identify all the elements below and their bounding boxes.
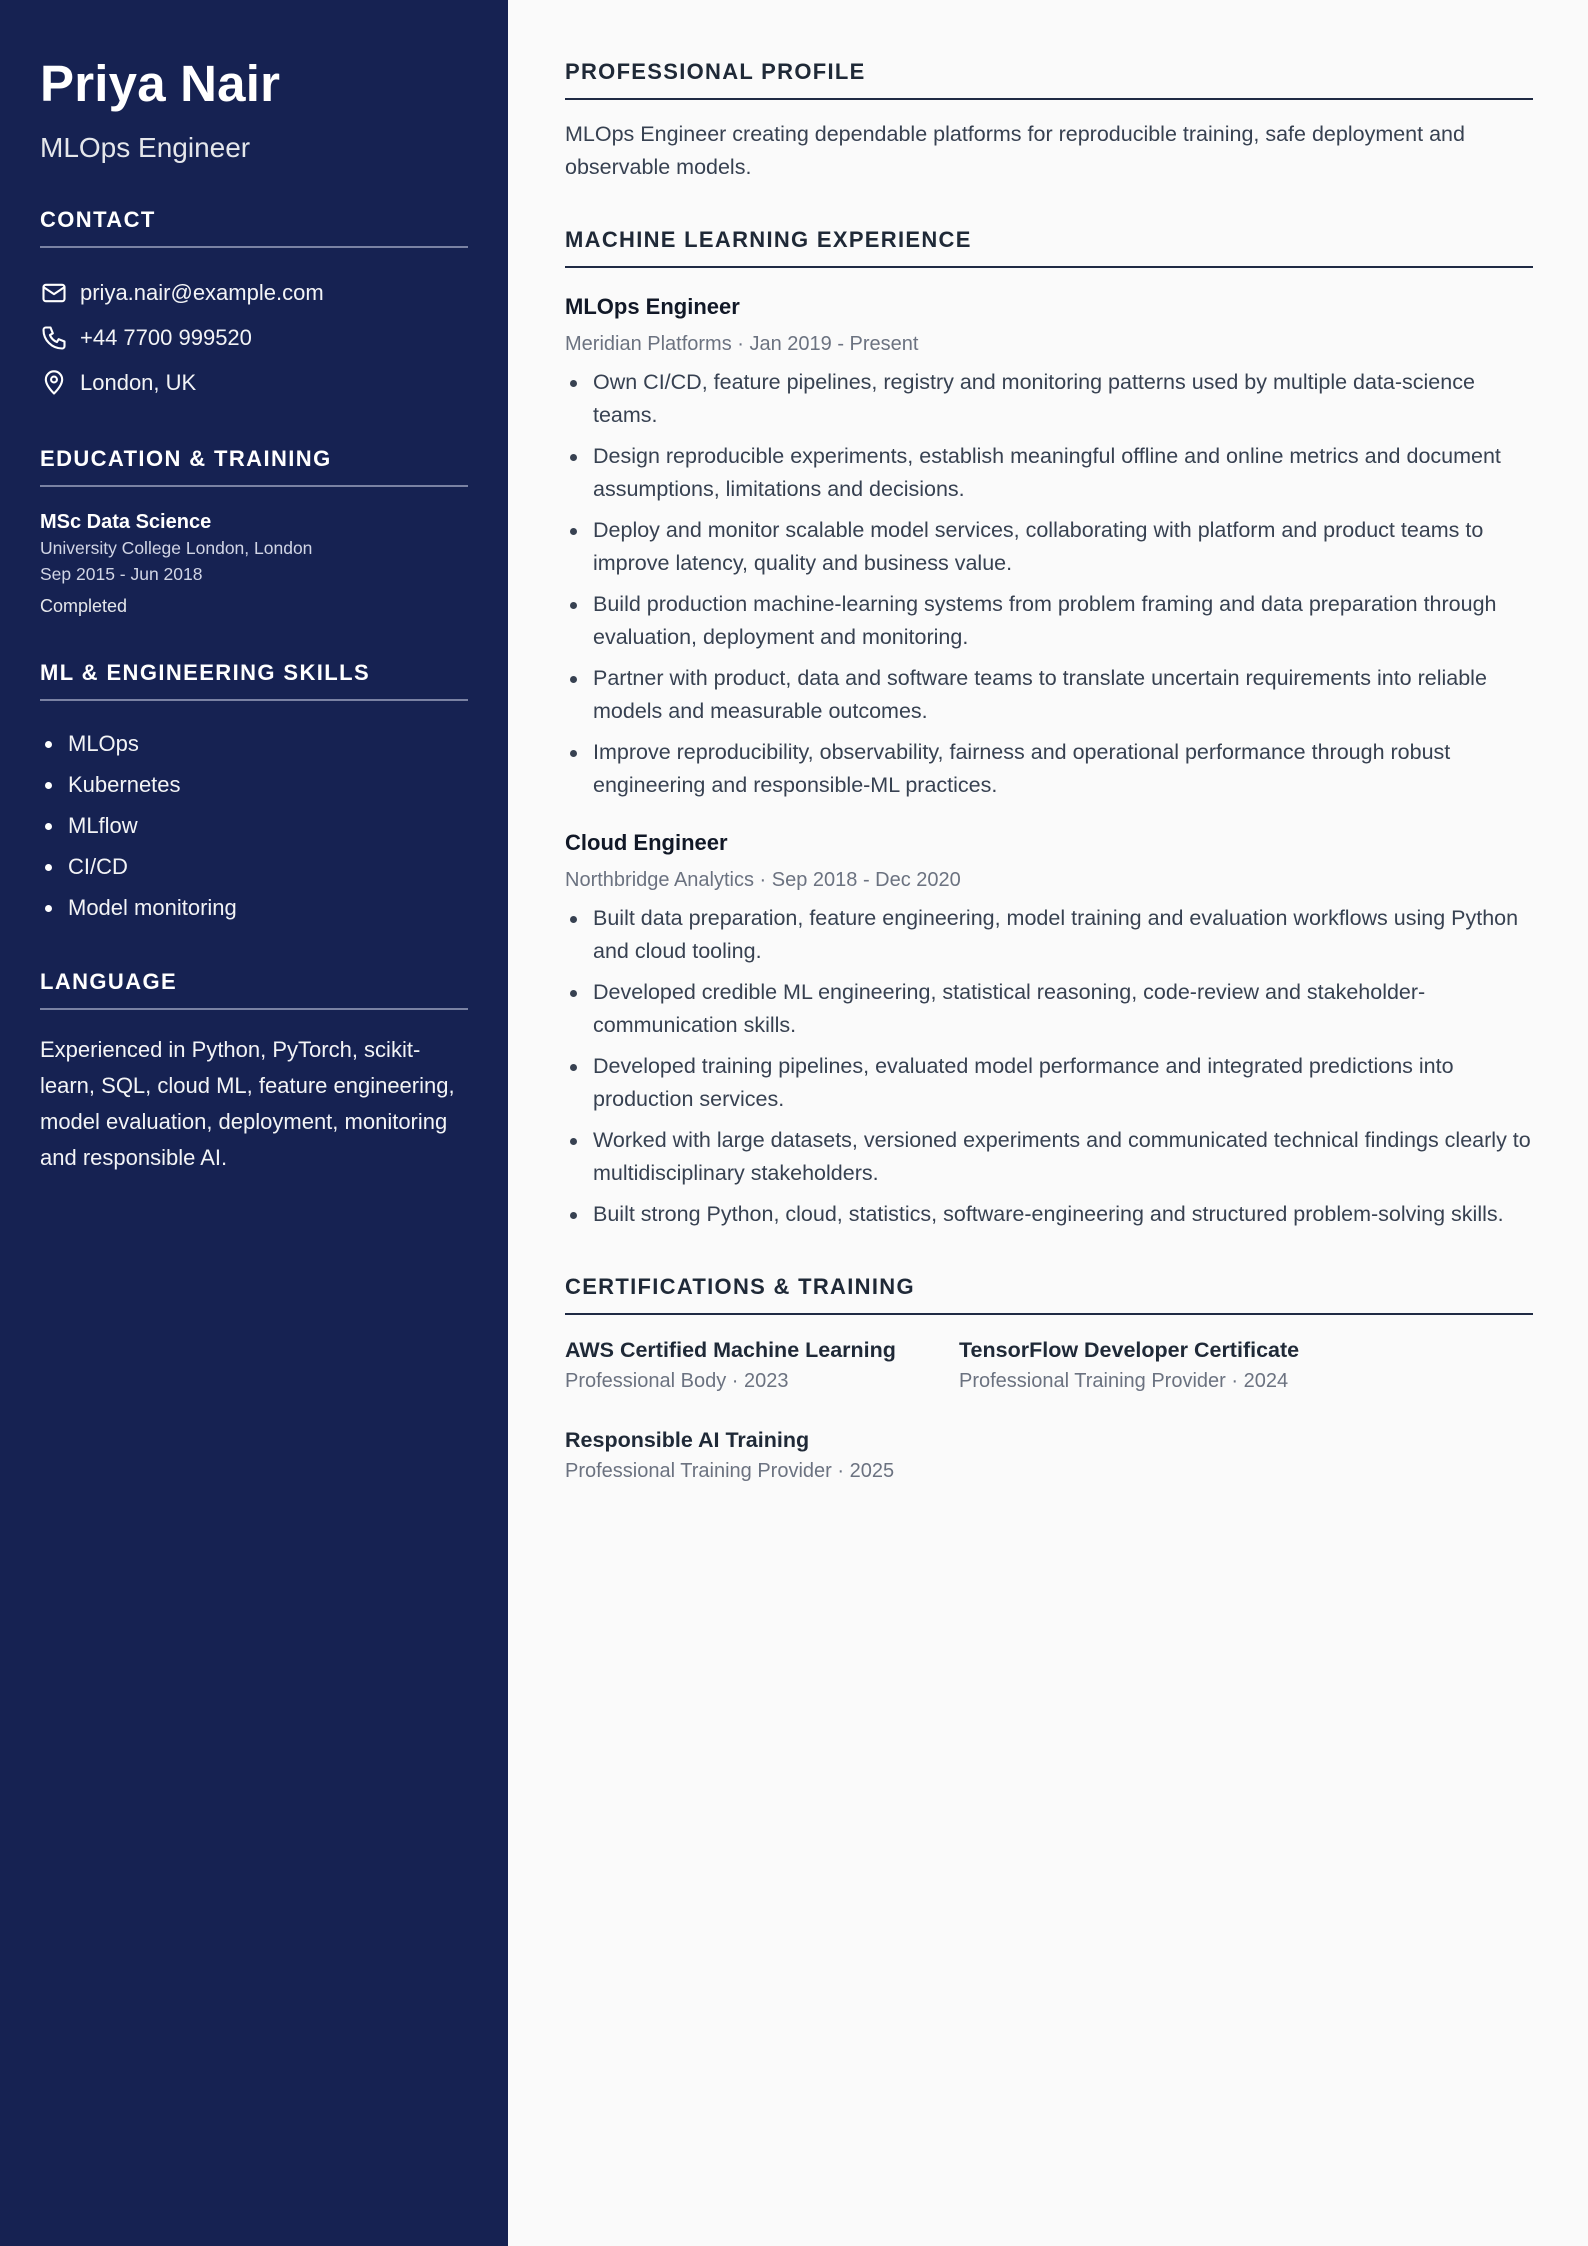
- job-title: MLOps Engineer: [565, 294, 740, 319]
- certifications-section: [565, 1273, 1533, 1515]
- certification-item: [565, 1335, 959, 1395]
- experience-heading: MACHINE LEARNING EXPERIENCE: [565, 226, 1533, 268]
- skills-list: [40, 723, 468, 928]
- certification-item: [959, 1335, 1353, 1395]
- certifications-grid: [565, 1335, 1533, 1515]
- main-content: [565, 0, 1533, 1515]
- skill-item: Model monitoring: [40, 887, 468, 928]
- education-institution: University College London, London: [40, 538, 313, 558]
- education-status: Completed: [40, 596, 128, 616]
- certification-name: Responsible AI Training: [565, 1428, 810, 1452]
- contact-section: [40, 206, 468, 405]
- job-bullet: Improve reproducibility, observability, fairness and operational performance through robust engineering and responsible-ML practices.: [565, 736, 1533, 802]
- skill-item: Kubernetes: [40, 764, 468, 805]
- job-bullet: Worked with large datasets, versioned experiments and communicated technical findings clearly to multidisciplinary stakeholders.: [565, 1124, 1533, 1190]
- job-bullet: Deploy and monitor scalable model services, collaborating with platform and product teams to improve latency, quality and business value.: [565, 514, 1533, 580]
- mail-icon: [40, 279, 68, 307]
- experience-section: [565, 226, 1533, 1231]
- certification-item: [565, 1425, 959, 1485]
- language-text: Experienced in Python, PyTorch, scikit-learn, SQL, cloud ML, feature engineering, model evaluation, deployment, monitoring and responsible AI.: [40, 1037, 455, 1170]
- job-bullets: [565, 366, 1533, 802]
- profile-section: [565, 58, 1533, 184]
- language-heading: LANGUAGE: [40, 968, 468, 1010]
- skills-section: [40, 659, 468, 928]
- job-bullet: Built data preparation, feature engineering, model training and evaluation workflows using Python and cloud tooling.: [565, 902, 1533, 968]
- certifications-heading: CERTIFICATIONS & TRAINING: [565, 1273, 1533, 1315]
- job-title: Cloud Engineer: [565, 830, 728, 855]
- education-heading: EDUCATION & TRAINING: [40, 445, 468, 487]
- education-section: [40, 445, 468, 619]
- job-bullet: Design reproducible experiments, establish meaningful offline and online metrics and document assumptions, limitations and decisions.: [565, 440, 1533, 506]
- job-bullet: Developed credible ML engineering, statistical reasoning, code-review and stakeholder-communication skills.: [565, 976, 1533, 1042]
- candidate-name: Priya Nair: [40, 55, 281, 112]
- job-bullet: Partner with product, data and software teams to translate uncertain requirements into reliable models and measurable outcomes.: [565, 662, 1533, 728]
- skill-item: MLflow: [40, 805, 468, 846]
- skills-heading: ML & ENGINEERING SKILLS: [40, 659, 468, 701]
- job-entry: [565, 828, 1533, 1231]
- candidate-role: MLOps Engineer: [40, 132, 251, 163]
- contact-phone[interactable]: [40, 315, 468, 360]
- contact-location-text: London, UK: [80, 369, 197, 395]
- contact-email[interactable]: [40, 270, 468, 315]
- certification-meta: Professional Training Provider · 2025: [565, 1460, 895, 1482]
- contact-heading: CONTACT: [40, 206, 468, 248]
- certification-name: TensorFlow Developer Certificate: [959, 1338, 1300, 1362]
- education-degree: MSc Data Science: [40, 511, 212, 533]
- job-bullet: Developed training pipelines, evaluated model performance and integrated predictions into production services.: [565, 1050, 1533, 1116]
- contact-email-text: priya.nair@example.com: [80, 279, 324, 305]
- contact-location: [40, 360, 468, 405]
- job-bullets: [565, 902, 1533, 1231]
- profile-text: MLOps Engineer creating dependable platforms for reproducible training, safe deployment and observable models.: [565, 122, 1465, 179]
- phone-icon: [40, 324, 68, 352]
- education-dates: Sep 2015 - Jun 2018: [40, 564, 203, 584]
- profile-heading: PROFESSIONAL PROFILE: [565, 58, 1533, 100]
- skill-item: MLOps: [40, 723, 468, 764]
- certification-name: AWS Certified Machine Learning: [565, 1338, 896, 1362]
- job-meta: Meridian Platforms · Jan 2019 - Present: [565, 333, 919, 355]
- job-entry: [565, 292, 1533, 802]
- job-bullet: Build production machine-learning systems from problem framing and data preparation through evaluation, deployment and monitoring.: [565, 588, 1533, 654]
- skill-item: CI/CD: [40, 846, 468, 887]
- language-section: [40, 968, 468, 1176]
- contact-phone-text: +44 7700 999520: [80, 324, 252, 350]
- job-bullet: Own CI/CD, feature pipelines, registry and monitoring patterns used by multiple data-science teams.: [565, 366, 1533, 432]
- map-pin-icon: [40, 369, 68, 397]
- job-meta: Northbridge Analytics · Sep 2018 - Dec 2020: [565, 869, 961, 891]
- certification-meta: Professional Training Provider · 2024: [959, 1370, 1289, 1392]
- job-bullet: Built strong Python, cloud, statistics, software-engineering and structured problem-solving skills.: [565, 1198, 1533, 1231]
- certification-meta: Professional Body · 2023: [565, 1370, 789, 1392]
- sidebar: [0, 0, 508, 2246]
